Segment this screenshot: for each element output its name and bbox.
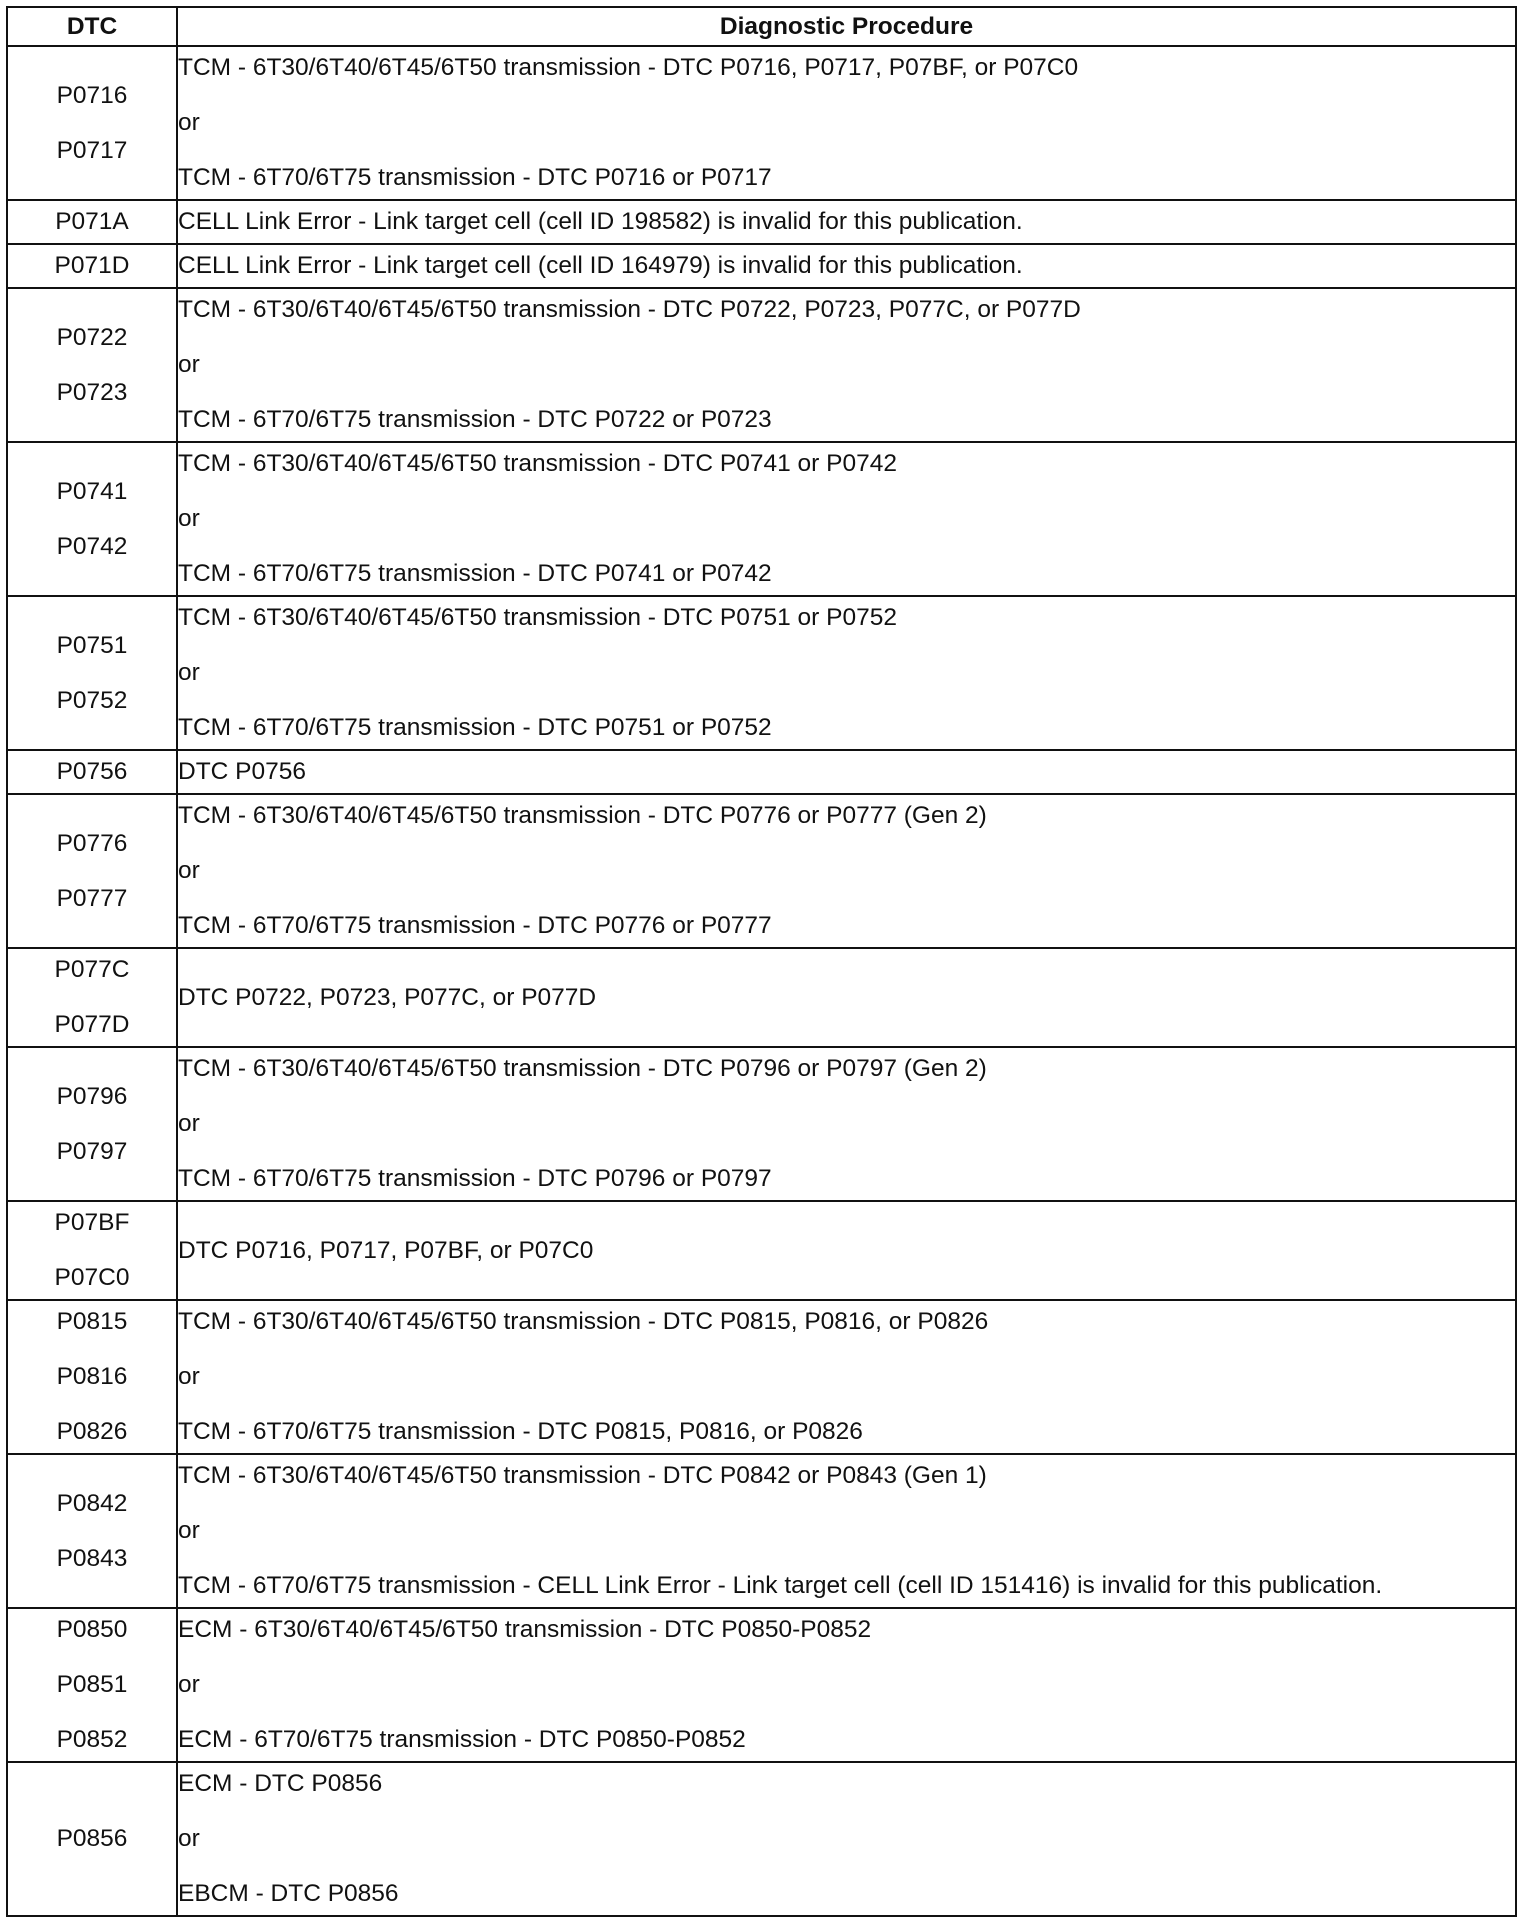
diagnostic-procedure-cell — [177, 1300, 1516, 1454]
diagnostic-procedure-cell — [177, 1047, 1516, 1201]
dtc-code: P0717 — [56, 136, 128, 164]
procedure-line: TCM - 6T30/6T40/6T45/6T50 transmission - DTC P0741 or P0742 — [178, 450, 897, 477]
dtc-code-cell — [7, 442, 177, 596]
dtc-code: P0843 — [56, 1544, 128, 1572]
table-row — [7, 288, 1516, 442]
procedure-line: CELL Link Error - Link target cell (cell ID 198582) is invalid for this publication. — [178, 208, 1023, 235]
procedure-line: TCM - 6T70/6T75 transmission - DTC P0722 or P0723 — [178, 406, 772, 433]
procedure-or-separator: or — [178, 659, 200, 686]
diagnostic-procedure-cell — [177, 244, 1516, 288]
dtc-code: P071A — [55, 208, 129, 235]
diagnostic-procedure-cell — [177, 288, 1516, 442]
procedure-line: DTC P0722, P0723, P077C, or P077D — [178, 983, 597, 1011]
dtc-code: P0752 — [56, 686, 128, 714]
procedure-line: ECM - 6T70/6T75 transmission - DTC P0850-P0852 — [178, 1726, 746, 1753]
dtc-code: P0742 — [56, 532, 128, 560]
table-row — [7, 596, 1516, 750]
table-row — [7, 1608, 1516, 1762]
table-row — [7, 442, 1516, 596]
dtc-code-cell — [7, 46, 177, 200]
procedure-or-separator: or — [178, 1363, 200, 1390]
dtc-code-cell — [7, 1300, 177, 1454]
procedure-or-separator: or — [178, 351, 200, 378]
dtc-code: P07C0 — [54, 1264, 130, 1291]
procedure-or-separator: or — [178, 1517, 200, 1544]
procedure-line: ECM - DTC P0856 — [178, 1770, 383, 1797]
procedure-line: TCM - 6T70/6T75 transmission - DTC P0741 or P0742 — [178, 560, 772, 587]
dtc-code: P0850 — [56, 1616, 128, 1643]
dtc-code: P071D — [54, 252, 130, 279]
table-row — [7, 1762, 1516, 1916]
procedure-line: DTC P0756 — [178, 758, 307, 785]
header-diagnostic-procedure: Diagnostic Procedure — [177, 7, 1516, 46]
diagnostic-procedure-cell — [177, 596, 1516, 750]
dtc-code: P0716 — [56, 81, 128, 109]
procedure-line: TCM - 6T70/6T75 transmission - CELL Link Error - Link target cell (cell ID 151416) is invalid for this publication. — [178, 1572, 1383, 1599]
diagnostic-procedure-cell — [177, 750, 1516, 794]
dtc-code-cell — [7, 948, 177, 1047]
table-header-row — [7, 7, 1516, 46]
procedure-line: DTC P0716, P0717, P07BF, or P07C0 — [178, 1236, 594, 1264]
procedure-or-separator: or — [178, 1825, 200, 1852]
dtc-code-cell — [7, 1047, 177, 1201]
procedure-or-separator: or — [178, 109, 200, 136]
procedure-line: EBCM - DTC P0856 — [178, 1880, 399, 1907]
dtc-code: P0826 — [56, 1418, 128, 1445]
dtc-code: P0842 — [56, 1489, 128, 1517]
dtc-code: P0723 — [56, 378, 128, 406]
procedure-line: TCM - 6T30/6T40/6T45/6T50 transmission - DTC P0751 or P0752 — [178, 604, 897, 631]
procedure-line: TCM - 6T70/6T75 transmission - DTC P0716 or P0717 — [178, 164, 772, 191]
table-row — [7, 1201, 1516, 1300]
diagnostic-procedure-cell — [177, 1608, 1516, 1762]
procedure-or-separator: or — [178, 1110, 200, 1137]
procedure-line: TCM - 6T30/6T40/6T45/6T50 transmission - DTC P0776 or P0777 (Gen 2) — [178, 802, 987, 829]
diagnostic-procedure-cell — [177, 1762, 1516, 1916]
procedure-line: TCM - 6T70/6T75 transmission - DTC P0796 or P0797 — [178, 1165, 772, 1192]
dtc-code: P0756 — [56, 758, 128, 785]
dtc-code-cell — [7, 596, 177, 750]
procedure-line: ECM - 6T30/6T40/6T45/6T50 transmission - DTC P0850-P0852 — [178, 1616, 872, 1643]
table-row — [7, 244, 1516, 288]
table-row — [7, 750, 1516, 794]
dtc-code-cell — [7, 1762, 177, 1916]
procedure-line: TCM - 6T70/6T75 transmission - DTC P0776 or P0777 — [178, 912, 772, 939]
dtc-code-cell — [7, 244, 177, 288]
procedure-or-separator: or — [178, 505, 200, 532]
dtc-code: P0751 — [56, 631, 128, 659]
diagnostic-procedure-cell — [177, 46, 1516, 200]
dtc-code: P0816 — [56, 1363, 128, 1390]
procedure-line: TCM - 6T30/6T40/6T45/6T50 transmission - DTC P0722, P0723, P077C, or P077D — [178, 296, 1081, 323]
procedure-line: TCM - 6T30/6T40/6T45/6T50 transmission - DTC P0815, P0816, or P0826 — [178, 1308, 989, 1335]
dtc-code: P07BF — [54, 1209, 130, 1236]
dtc-code: P0722 — [56, 323, 128, 351]
table-body — [7, 46, 1516, 1916]
table-row — [7, 948, 1516, 1047]
table-row — [7, 1454, 1516, 1608]
procedure-line: TCM - 6T30/6T40/6T45/6T50 transmission - DTC P0842 or P0843 (Gen 1) — [178, 1462, 987, 1489]
dtc-code-cell — [7, 1454, 177, 1608]
header-dtc: DTC — [7, 7, 177, 46]
dtc-code: P0797 — [56, 1137, 128, 1165]
procedure-line: TCM - 6T30/6T40/6T45/6T50 transmission - DTC P0716, P0717, P07BF, or P07C0 — [178, 54, 1079, 81]
table-row — [7, 200, 1516, 244]
procedure-line: TCM - 6T70/6T75 transmission - DTC P0751 or P0752 — [178, 714, 772, 741]
dtc-document — [6, 6, 1515, 1917]
dtc-code-cell — [7, 200, 177, 244]
diagnostic-procedure-cell — [177, 794, 1516, 948]
procedure-line: CELL Link Error - Link target cell (cell ID 164979) is invalid for this publication. — [178, 252, 1023, 279]
dtc-code-cell — [7, 1201, 177, 1300]
table-row — [7, 1300, 1516, 1454]
procedure-or-separator: or — [178, 1671, 200, 1698]
procedure-line: TCM - 6T30/6T40/6T45/6T50 transmission - DTC P0796 or P0797 (Gen 2) — [178, 1055, 987, 1082]
dtc-code-cell — [7, 288, 177, 442]
table-row — [7, 794, 1516, 948]
diagnostic-procedure-cell — [177, 1454, 1516, 1608]
procedure-line: TCM - 6T70/6T75 transmission - DTC P0815, P0816, or P0826 — [178, 1418, 863, 1445]
dtc-table — [6, 6, 1517, 1917]
dtc-code-cell — [7, 794, 177, 948]
dtc-code: P0776 — [56, 829, 128, 857]
dtc-code: P077C — [54, 956, 130, 983]
diagnostic-procedure-cell — [177, 948, 1516, 1047]
table-row — [7, 46, 1516, 200]
dtc-code-cell — [7, 750, 177, 794]
dtc-code: P0741 — [56, 477, 128, 505]
dtc-code: P077D — [54, 1011, 130, 1038]
diagnostic-procedure-cell — [177, 1201, 1516, 1300]
dtc-code: P0852 — [56, 1726, 128, 1753]
dtc-code: P0856 — [56, 1825, 128, 1852]
diagnostic-procedure-cell — [177, 200, 1516, 244]
dtc-code-cell — [7, 1608, 177, 1762]
dtc-code: P0815 — [56, 1308, 128, 1335]
dtc-code: P0851 — [56, 1671, 128, 1698]
table-row — [7, 1047, 1516, 1201]
dtc-code: P0777 — [56, 884, 128, 912]
diagnostic-procedure-cell — [177, 442, 1516, 596]
procedure-or-separator: or — [178, 857, 200, 884]
dtc-code: P0796 — [56, 1082, 128, 1110]
